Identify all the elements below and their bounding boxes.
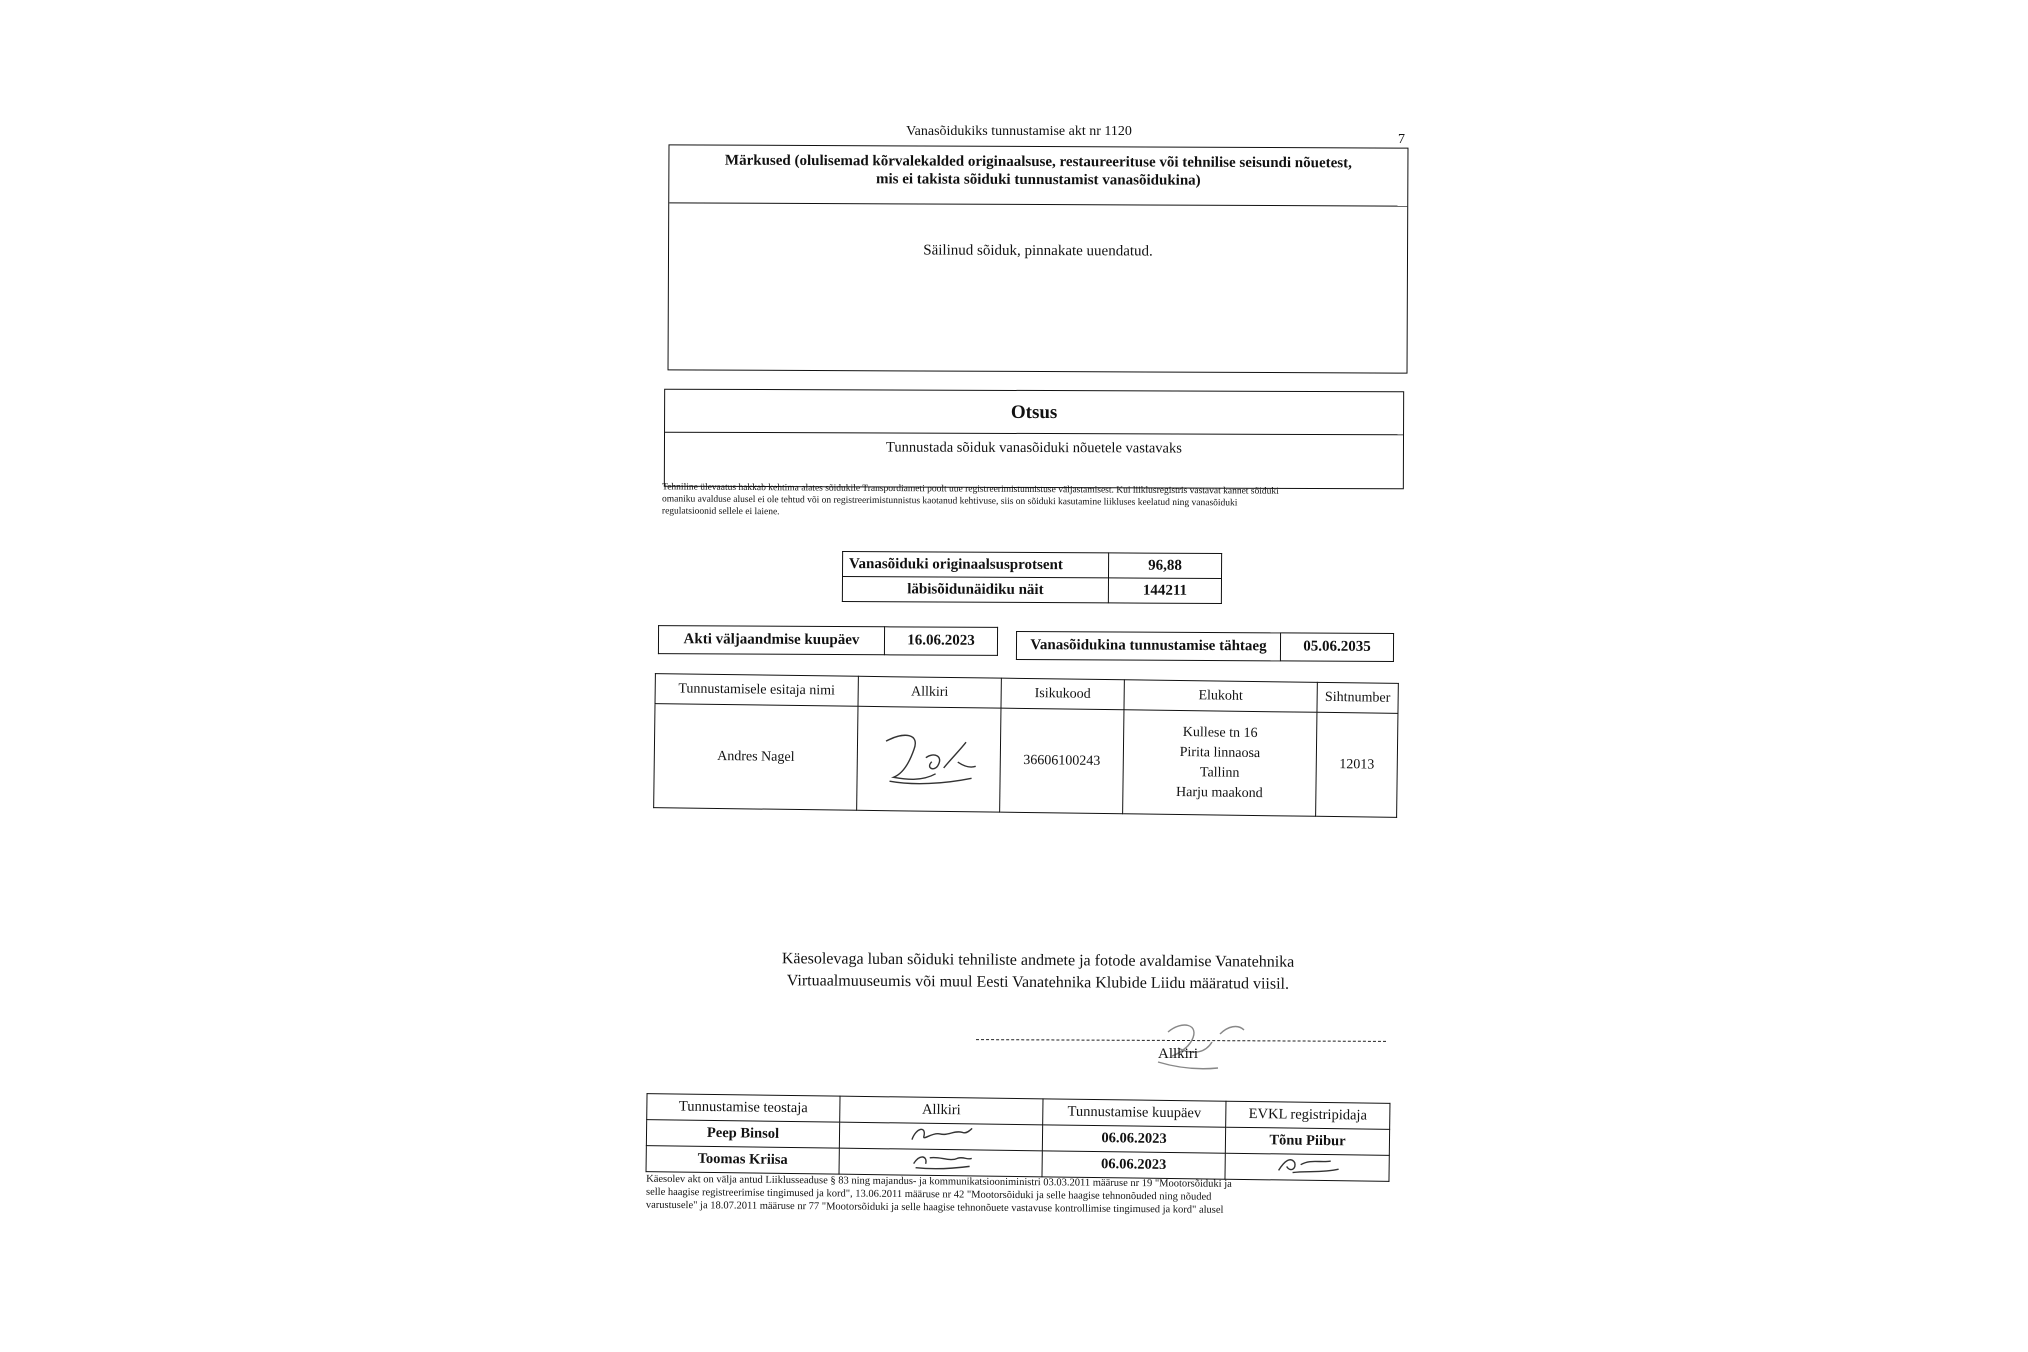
applicant-personal-code: 36606100243 xyxy=(1000,708,1124,814)
address-line: Kullese tn 16 xyxy=(1182,724,1258,741)
inspector-signature xyxy=(839,1148,1042,1177)
signature-icon xyxy=(1148,1012,1258,1072)
remarks-heading-line2: mis ei takista sõiduki tunnustamist vanasõidukina) xyxy=(875,171,1201,189)
applicant-name: Andres Nagel xyxy=(654,704,858,811)
notice-line2: omaniku avalduse alusel ei ole tehtud või on registreerimistunnistus kaotanud kehtivuse, siis on sõiduki kasutamine liikluses keelatud ning vanasõiduki xyxy=(661,494,1238,509)
applicant-signature xyxy=(857,706,1001,812)
vehicle-stats-table xyxy=(842,551,1222,604)
consent-signature-label: Allkiri xyxy=(1158,1046,1198,1062)
header-applicant-name: Tunnustamisele esitaja nimi xyxy=(655,674,858,707)
address-line: Pirita linnaosa xyxy=(1179,744,1261,761)
signature-icon xyxy=(906,1124,976,1145)
signature-icon xyxy=(906,1150,976,1171)
remarks-box xyxy=(668,144,1409,373)
footer-line3: varustusele" ja 18.07.2011 määruse nr 77 "Mootorsõiduki ja selle haagise tehnonõuete vastavuse kontrollimise tingimused ja kord" alusel xyxy=(645,1199,1224,1216)
document-title: Vanasõidukiks tunnustamise akt nr 1120 xyxy=(906,124,1132,139)
issue-date-label: Akti väljaandmise kuupäev xyxy=(658,626,884,655)
header-signature: Allkiri xyxy=(858,676,1001,708)
signature-icon xyxy=(1272,1154,1342,1175)
applicant-table xyxy=(653,673,1399,818)
notice-line1: Tehniline ülevaatus hakkab kehtima alates sõidukile Transpordiameti poolt uue registreerimistunnistuse väljastamisest. Kui liiklusregistris vastavat kannet sõiduki xyxy=(662,482,1279,497)
header-inspector: Tunnustamise teostaja xyxy=(647,1094,840,1123)
consent-line2: Virtuaalmuuseumis või muul Eesti Vanatehnika Klubide Liidu määratud viisil. xyxy=(786,972,1290,993)
odometer-value: 144211 xyxy=(1108,578,1221,604)
footer-legal-text xyxy=(646,1173,1390,1218)
header-inspector-signature: Allkiri xyxy=(840,1096,1043,1125)
notice-line3: regulatsioonid sellele ei laiene. xyxy=(661,506,780,518)
consent-text xyxy=(688,948,1388,997)
address-line: Harju maakond xyxy=(1175,784,1263,801)
address-line: Tallinn xyxy=(1199,764,1240,781)
applicant-address xyxy=(1123,710,1317,817)
remarks-heading-line1: Märkused (olulisemad kõrvalekalded originaalsuse, restaureerituse või tehnilise seisundi nõuetest, xyxy=(724,152,1352,172)
remarks-text: Säilinud sõiduk, pinnakate uuendatud. xyxy=(923,242,1153,260)
inspection-date: 06.06.2023 xyxy=(1042,1151,1225,1179)
inspection-date: 06.06.2023 xyxy=(1042,1125,1225,1153)
header-personal-code: Isikukood xyxy=(1001,678,1124,710)
expiry-date-table xyxy=(1016,631,1394,662)
footer-line2: selle haagise registreerimise tingimused ja kord", 13.06.2011 määruse nr 42 "Mootorsõiduki ja selle haagise tehnonõuded ning nõuded xyxy=(645,1186,1212,1203)
decision-box xyxy=(664,389,1404,490)
issue-date-value: 16.06.2023 xyxy=(884,627,997,656)
decision-text: Tunnustada sõiduk vanasõiduki nõuetele vastavaks xyxy=(886,439,1182,457)
inspection-table xyxy=(646,1093,1391,1182)
consent-line1: Käesolevaga luban sõiduki tehniliste andmete ja fotode avaldamise Vanatehnika xyxy=(781,950,1295,971)
signature-icon xyxy=(873,721,984,792)
consent-signature xyxy=(1148,1012,1258,1077)
inspector-name: Peep Binsol xyxy=(646,1120,839,1149)
originality-label: Vanasõiduki originaalsusprotsent xyxy=(843,552,1109,578)
document-page xyxy=(628,112,1410,1252)
applicant-postal-code: 12013 xyxy=(1316,712,1398,817)
registrar-name: Tõnu Piibur xyxy=(1225,1127,1389,1155)
header-inspection-date: Tunnustamise kuupäev xyxy=(1043,1099,1226,1127)
header-registrar: EVKL registripidaja xyxy=(1226,1101,1390,1129)
issue-date-table xyxy=(658,625,998,656)
remarks-heading xyxy=(669,145,1407,206)
odometer-label: läbisõidunäidiku näit xyxy=(842,577,1108,603)
header-postal-code: Sihtnumber xyxy=(1317,682,1398,713)
header-address: Elukoht xyxy=(1124,680,1317,713)
inspector-name: Toomas Kriisa xyxy=(646,1146,839,1175)
decision-heading: Otsus xyxy=(665,390,1403,436)
expiry-date-value: 05.06.2035 xyxy=(1280,633,1393,662)
inspector-signature xyxy=(839,1122,1042,1151)
expiry-date-label: Vanasõidukina tunnustamise tähtaeg xyxy=(1016,632,1280,661)
footer-line1: Käesolev akt on välja antud Liiklusseaduse § 83 ning majandus- ja kommunikatsiooniministri 03.03.2011 määruse nr 19 "Mootorsõiduki ja xyxy=(646,1173,1232,1190)
page-number: 7 xyxy=(1398,132,1405,147)
originality-value: 96,88 xyxy=(1108,553,1221,579)
notice-text xyxy=(662,481,1402,522)
